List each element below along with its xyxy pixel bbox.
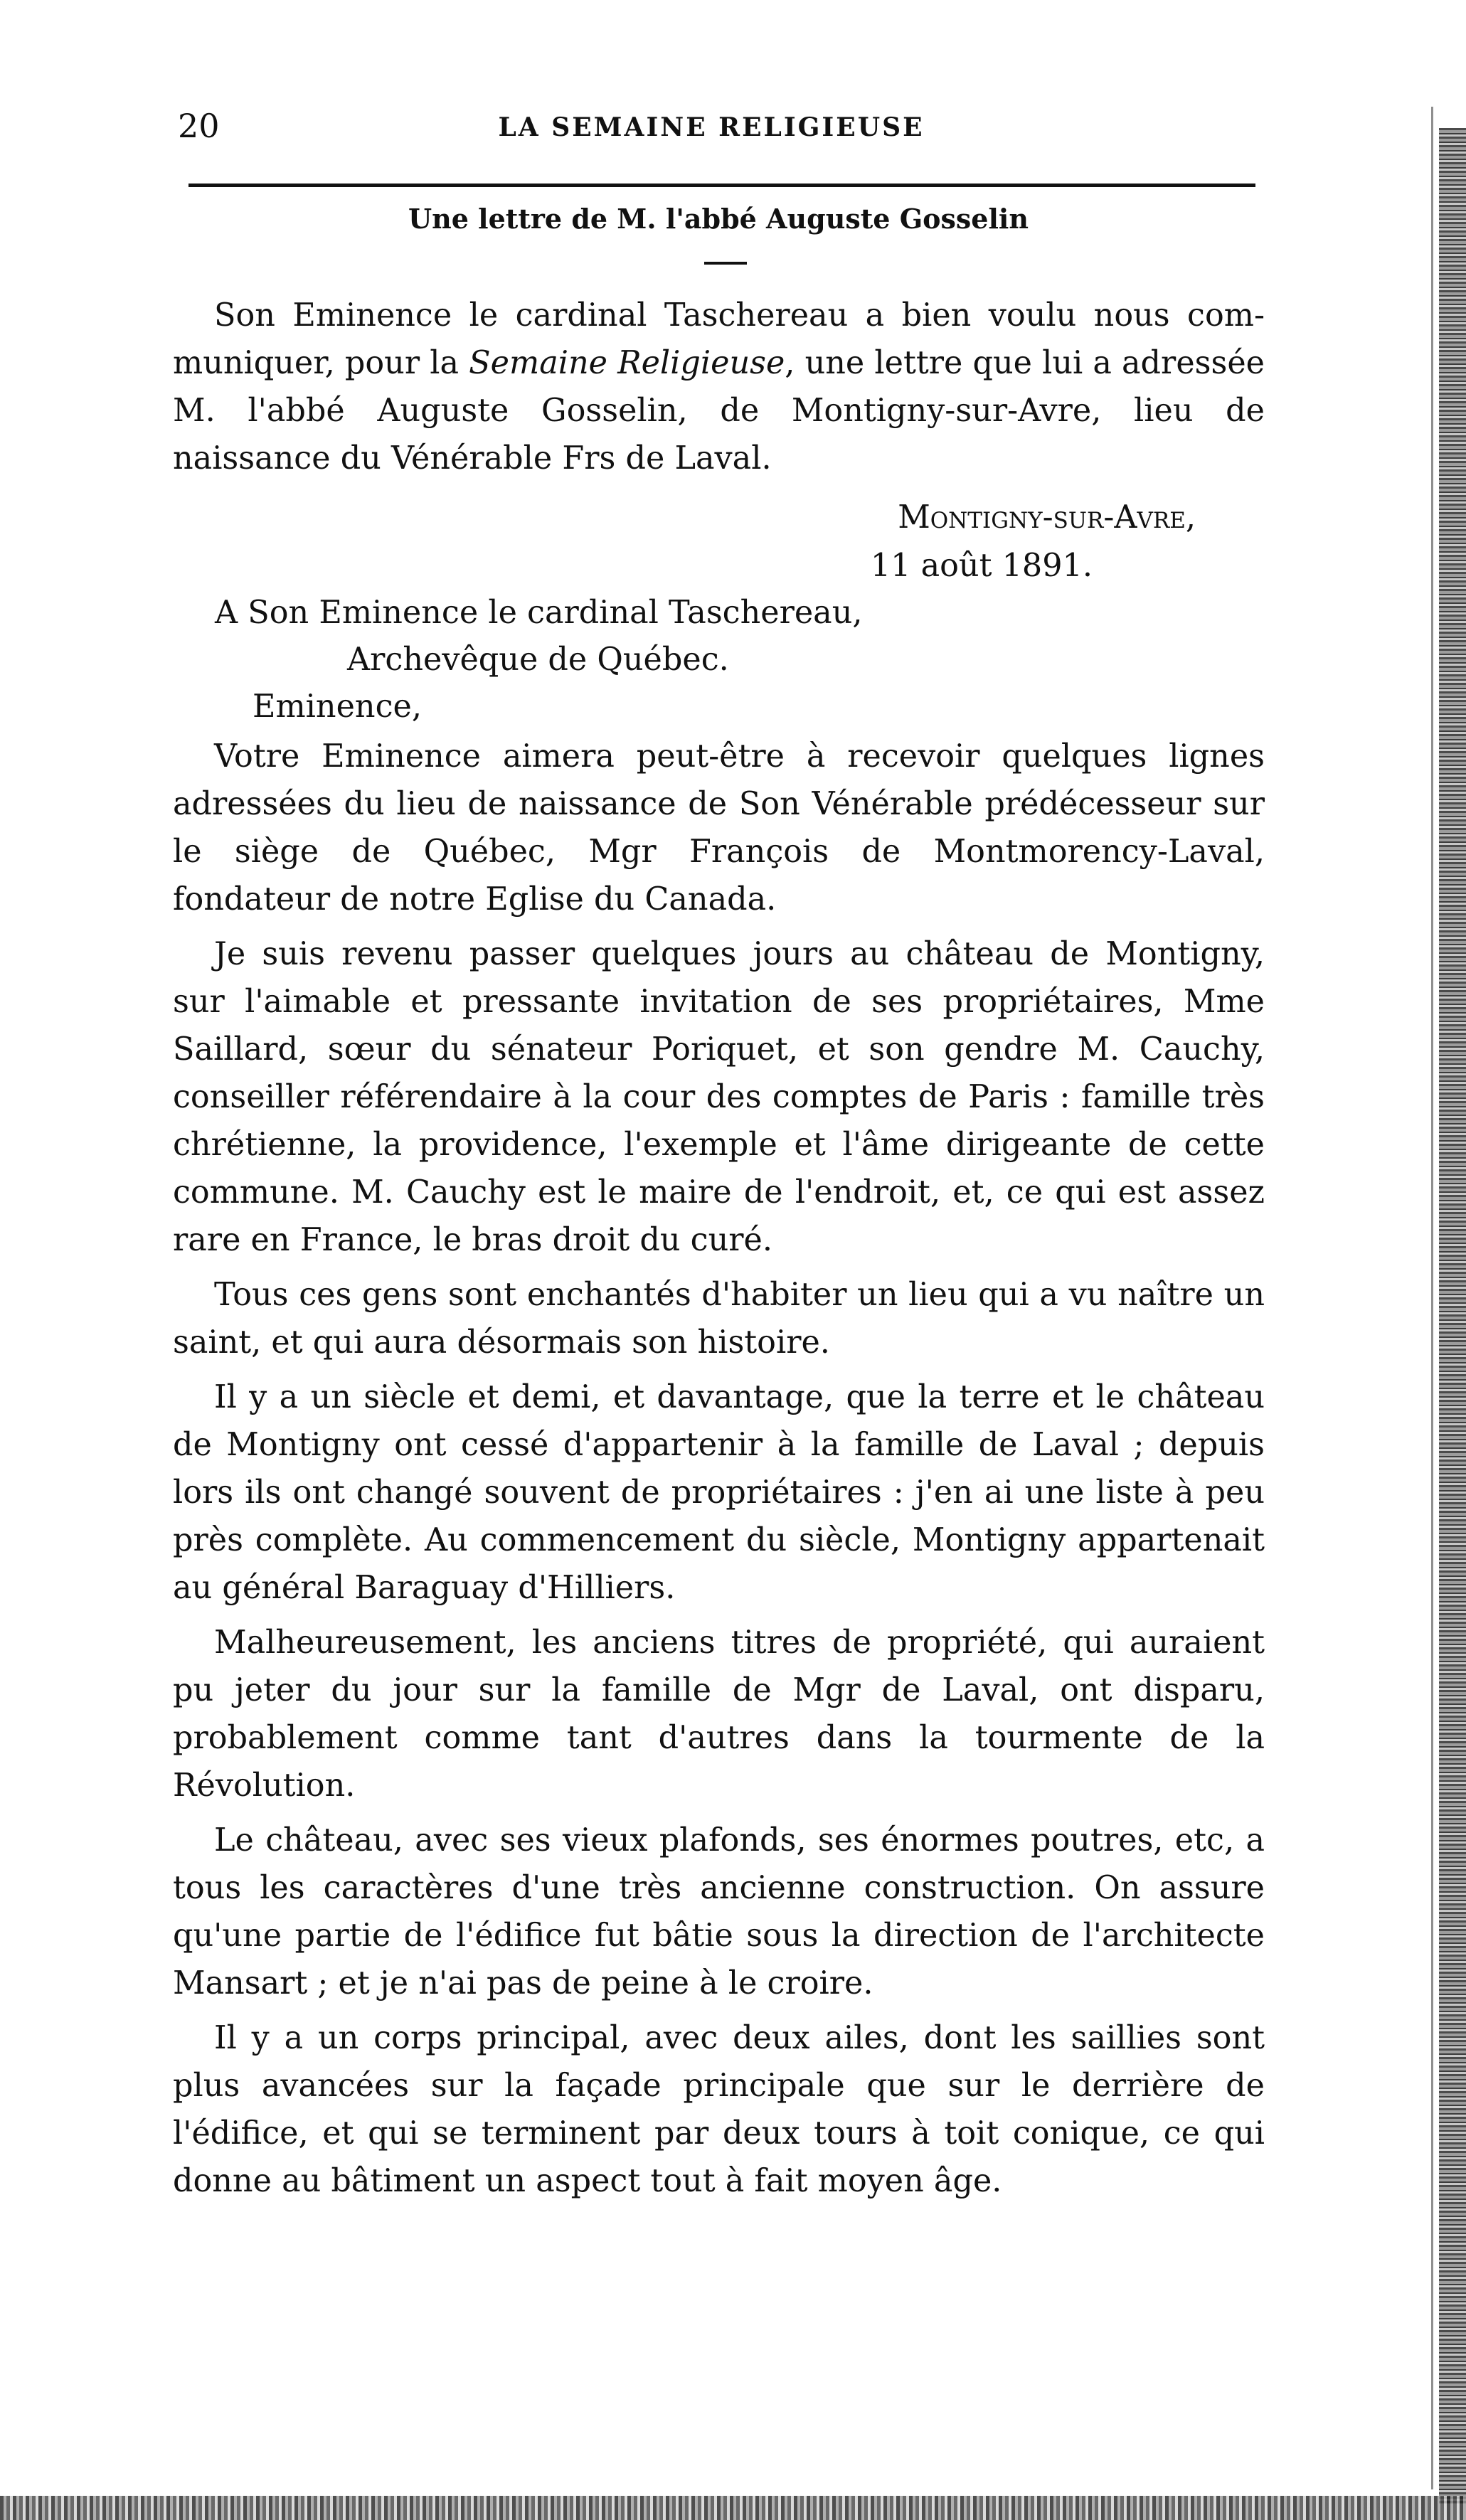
body-paragraph: Tous ces gens sont enchantés d'habiter un lieu qui a vu naître un saint, et qui aura désormais son histoire. [173, 1277, 1265, 1361]
letter-salutation: Eminence, [253, 689, 422, 725]
letter-date: 11 août 1891. [870, 548, 1093, 584]
page-header [178, 107, 1245, 156]
intro-text [173, 292, 1265, 482]
title-dash [704, 262, 747, 265]
page-edge-line [1431, 107, 1433, 2489]
article-title: Une lettre de M. l'abbé Auguste Gosselin [408, 203, 1029, 235]
publication-name: Semaine Religieuse [469, 345, 785, 381]
letter-body [173, 733, 1265, 2212]
letter-place: Montigny-sur-Avre, [898, 499, 1196, 536]
body-paragraph: Votre Eminence aimera peut-être à recevoir quelques lignes adressées du lieu de naissance de Son Vénérable prédécesseur sur le siège de Québec, Mgr François de Montmorency-Laval, fondateur de notre Eglise du Canada. [173, 738, 1265, 918]
header-rule [188, 184, 1255, 187]
intro-line-2: muniquer, pour la [173, 345, 469, 381]
body-paragraph: Je suis revenu passer quelques jours au château de Montigny, sur l'aimable et pressante invitation de ses propriétaires, Mme Saillard, sœur du sénateur Poriquet, et son gendre M. Cauchy, conseiller référendaire à la cour des comptes de Paris : famille très chrétienne, la providence, l'exemple et l'âme dirigeante de cette commune. M. Cauchy est le maire de l'endroit, et, ce qui est assez rare en France, le bras droit du curé. [173, 936, 1265, 1258]
intro-line-3: , une lettre que lui a adressée M. l'abbé Auguste Gosselin, de Montigny-sur-Avre, lieu de naissance du Vénérable Frs de Laval. [173, 345, 1265, 477]
body-paragraph: Il y a un siècle et demi, et davantage, que la terre et le château de Montigny ont cessé d'appartenir à la famille de Laval ; depuis lors ils ont changé souvent de propriétaires : j'en ai une liste à peu près complète. Au commencement du siècle, Montigny appartenait au général Baraguay d'Hilliers. [173, 1379, 1265, 1606]
book-bottom-edge [0, 2496, 1466, 2520]
addressee-title: Archevêque de Québec. [347, 642, 729, 678]
body-paragraph: Malheureusement, les anciens titres de propriété, qui auraient pu jeter du jour sur la famille de Mgr de Laval, ont disparu, probablement comme tant d'autres dans la tourmente de la Révolution. [173, 1625, 1265, 1804]
body-paragraph: Il y a un corps principal, avec deux ailes, dont les saillies sont plus avancées sur la façade principale que sur le derrière de l'édifice, et qui se terminent par deux tours à toit conique, ce qui donne au bâtiment un aspect tout à fait moyen âge. [173, 2020, 1265, 2199]
page-number: 20 [178, 107, 220, 145]
book-spine-edge [1439, 128, 1466, 2504]
body-paragraph: Le château, avec ses vieux plafonds, ses énormes poutres, etc, a tous les caractères d'une très ancienne construction. On assure qu'une partie de l'édifice fut bâtie sous la direction de l'architecte Mansart ; et je n'ai pas de peine à le croire. [173, 1822, 1265, 2001]
intro-paragraph [173, 292, 1265, 482]
running-title: LA SEMAINE RELIGIEUSE [498, 112, 925, 142]
letter-addressee: A Son Eminence le cardinal Taschereau, [215, 595, 863, 631]
intro-line-1: Son Eminence le cardinal Taschereau a bien voulu nous com- [214, 297, 1265, 334]
